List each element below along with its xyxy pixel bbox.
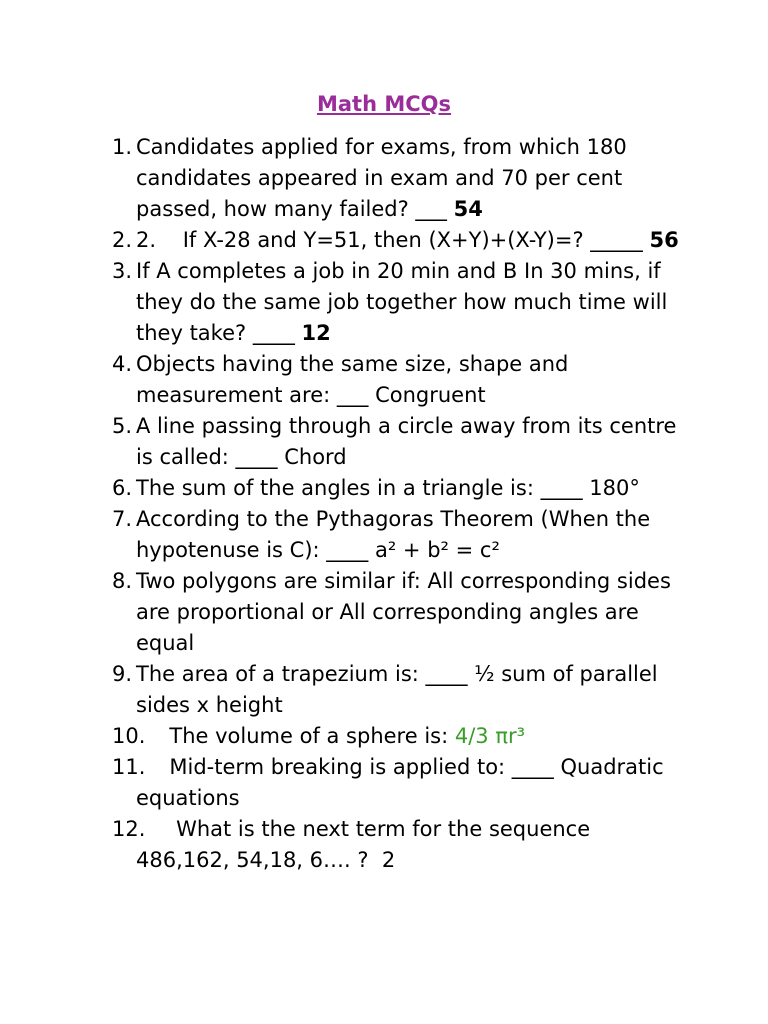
question-text: If A completes a job in 20 min and B In 30 mins, if they do the same job together how much time will they take? ____ xyxy=(136,259,675,345)
question-answer: Quadratic equations xyxy=(136,755,664,810)
question-text: Candidates applied for exams, from which 180 candidates appeared in exam and 70 per cent passed, how many failed? ___ xyxy=(136,135,634,221)
question-answer: 56 xyxy=(649,228,679,252)
question-answer: a² + b² = c² xyxy=(374,538,500,562)
page-title: Math MCQs xyxy=(316,92,452,116)
question-text: Two polygons are similar if: xyxy=(136,569,428,593)
question-answer: Chord xyxy=(284,445,347,469)
question-item xyxy=(112,752,682,814)
question-item xyxy=(112,256,682,349)
question-item xyxy=(112,721,682,752)
question-text: The sum of the angles in a triangle is: ____ xyxy=(136,476,590,500)
question-text: Objects having the same size, shape and measurement are: ___ xyxy=(136,352,576,407)
question-number: 2. xyxy=(112,228,133,252)
question-text: What is the next term for the sequence 486,162, 54,18, 6…. ? xyxy=(136,817,597,872)
question-number: 10. xyxy=(112,724,146,748)
question-number: 3. xyxy=(112,259,133,283)
question-answer: Congruent xyxy=(375,383,486,407)
question-number: 12. xyxy=(112,817,146,841)
question-text: The volume of a sphere is: xyxy=(136,724,455,748)
question-item xyxy=(112,566,682,659)
question-number: 11. xyxy=(112,755,146,779)
question-answer: 4/3 πr³ xyxy=(454,724,526,748)
question-answer: 180° xyxy=(589,476,640,500)
question-text: A line passing through a circle away from its centre is called: ____ xyxy=(136,414,684,469)
question-answer: 12 xyxy=(301,321,331,345)
question-item xyxy=(112,473,682,504)
question-number: 6. xyxy=(112,476,133,500)
question-number: 1. xyxy=(112,135,133,159)
question-text: The area of a trapezium is: ____ xyxy=(136,662,475,686)
question-item xyxy=(112,411,682,473)
question-number: 5. xyxy=(112,414,133,438)
question-item xyxy=(112,349,682,411)
question-answer: 2 xyxy=(381,848,396,872)
question-item xyxy=(112,225,682,256)
question-list xyxy=(112,132,682,876)
question-answer: 54 xyxy=(453,197,483,221)
question-answer: All corresponding sides are proportional or All corresponding angles are equal xyxy=(136,569,671,655)
question-number: 9. xyxy=(112,662,133,686)
question-text: According to the Pythagoras Theorem (When the hypotenuse is C): ____ xyxy=(136,507,657,562)
question-text: 2. If X-28 and Y=51, then (X+Y)+(X-Y)=? _____ xyxy=(136,228,650,252)
question-answer: ½ sum of parallel sides x height xyxy=(136,662,658,717)
question-number: 7. xyxy=(112,507,133,531)
question-number: 8. xyxy=(112,569,133,593)
question-item xyxy=(112,504,682,566)
question-item xyxy=(112,814,682,876)
question-number: 4. xyxy=(112,352,133,376)
question-item xyxy=(112,659,682,721)
question-text: Mid-term breaking is applied to: ____ xyxy=(136,755,561,779)
question-item xyxy=(112,132,682,225)
